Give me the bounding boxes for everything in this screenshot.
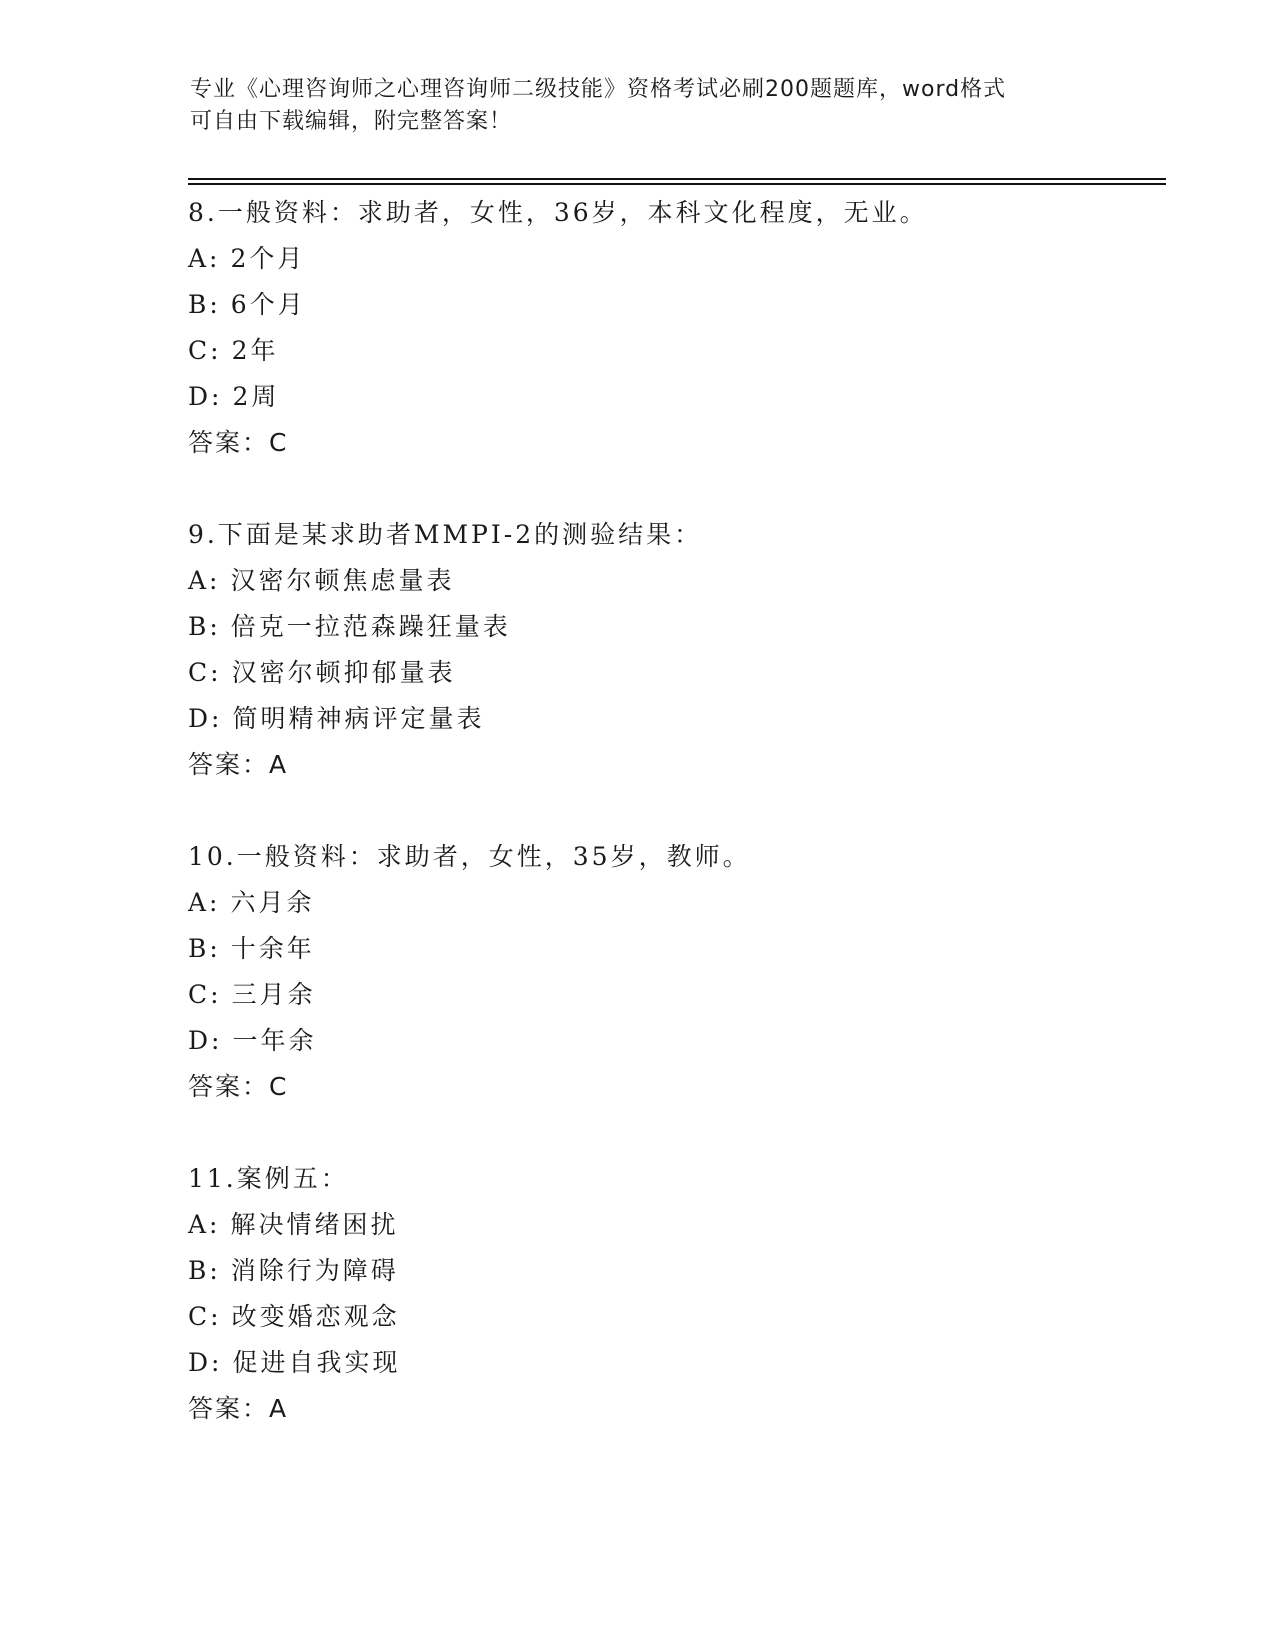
option-letter: B:	[188, 290, 221, 319]
option-c	[188, 972, 1168, 1018]
option-text: 6个月	[230, 290, 306, 319]
option-text: 汉密尔顿抑郁量表	[231, 658, 456, 687]
header-line-1: 专业《心理咨询师之心理咨询师二级技能》资格考试必刷200题题库，word格式	[190, 77, 1007, 102]
option-letter: C:	[188, 980, 222, 1009]
option-a	[188, 236, 1168, 282]
option-letter: B:	[188, 934, 221, 963]
header-divider-top	[188, 178, 1166, 180]
option-b	[188, 926, 1168, 972]
option-c	[188, 650, 1168, 696]
option-b	[188, 1248, 1168, 1294]
option-d	[188, 1340, 1168, 1386]
option-letter: D:	[188, 704, 223, 733]
option-a	[188, 880, 1168, 926]
option-b	[188, 604, 1168, 650]
option-letter: A:	[188, 244, 221, 273]
question-10	[188, 834, 1168, 1110]
option-text: 六月余	[230, 888, 315, 917]
option-text: 促进自我实现	[232, 1348, 401, 1377]
option-b	[188, 282, 1168, 328]
option-letter: D:	[188, 382, 223, 411]
option-a	[188, 558, 1168, 604]
option-letter: B:	[188, 1256, 221, 1285]
option-letter: A:	[188, 1210, 221, 1239]
option-text: 一年余	[232, 1026, 317, 1055]
option-d	[188, 1018, 1168, 1064]
answer-line: 答案：C	[188, 428, 289, 457]
question-8	[188, 190, 1168, 466]
option-text: 解决情绪困扰	[230, 1210, 399, 1239]
option-text: 2年	[231, 336, 279, 365]
option-letter: C:	[188, 336, 222, 365]
question-stem: 8.一般资料：求助者，女性，36岁，本科文化程度，无业。	[188, 198, 928, 227]
option-c	[188, 1294, 1168, 1340]
option-letter: B:	[188, 612, 221, 641]
question-11	[188, 1156, 1168, 1432]
answer-line: 答案：A	[188, 750, 289, 779]
question-stem: 9.下面是某求助者MMPI-2的测验结果：	[188, 520, 703, 549]
option-letter: C:	[188, 1302, 222, 1331]
option-letter: D:	[188, 1026, 223, 1055]
question-stem: 10.一般资料：求助者，女性，35岁，教师。	[188, 842, 751, 871]
option-a	[188, 1202, 1168, 1248]
header-line-2: 可自由下载编辑，附完整答案！	[190, 109, 513, 134]
question-list	[188, 190, 1168, 1478]
option-text: 倍克一拉范森躁狂量表	[230, 612, 511, 641]
option-text: 消除行为障碍	[230, 1256, 399, 1285]
option-text: 十余年	[230, 934, 315, 963]
option-c	[188, 328, 1168, 374]
option-d	[188, 374, 1168, 420]
option-text: 三月余	[231, 980, 316, 1009]
option-text: 简明精神病评定量表	[232, 704, 485, 733]
option-letter: A:	[188, 566, 221, 595]
document-header	[190, 74, 1090, 138]
answer-line: 答案：A	[188, 1394, 289, 1423]
option-letter: D:	[188, 1348, 223, 1377]
option-text: 改变婚恋观念	[231, 1302, 400, 1331]
header-divider-bottom	[188, 183, 1166, 185]
answer-line: 答案：C	[188, 1072, 289, 1101]
option-text: 汉密尔顿焦虑量表	[230, 566, 455, 595]
option-letter: A:	[188, 888, 221, 917]
option-text: 2个月	[230, 244, 306, 273]
option-d	[188, 696, 1168, 742]
option-text: 2周	[232, 382, 280, 411]
question-stem: 11.案例五：	[188, 1164, 349, 1193]
option-letter: C:	[188, 658, 222, 687]
question-9	[188, 512, 1168, 788]
